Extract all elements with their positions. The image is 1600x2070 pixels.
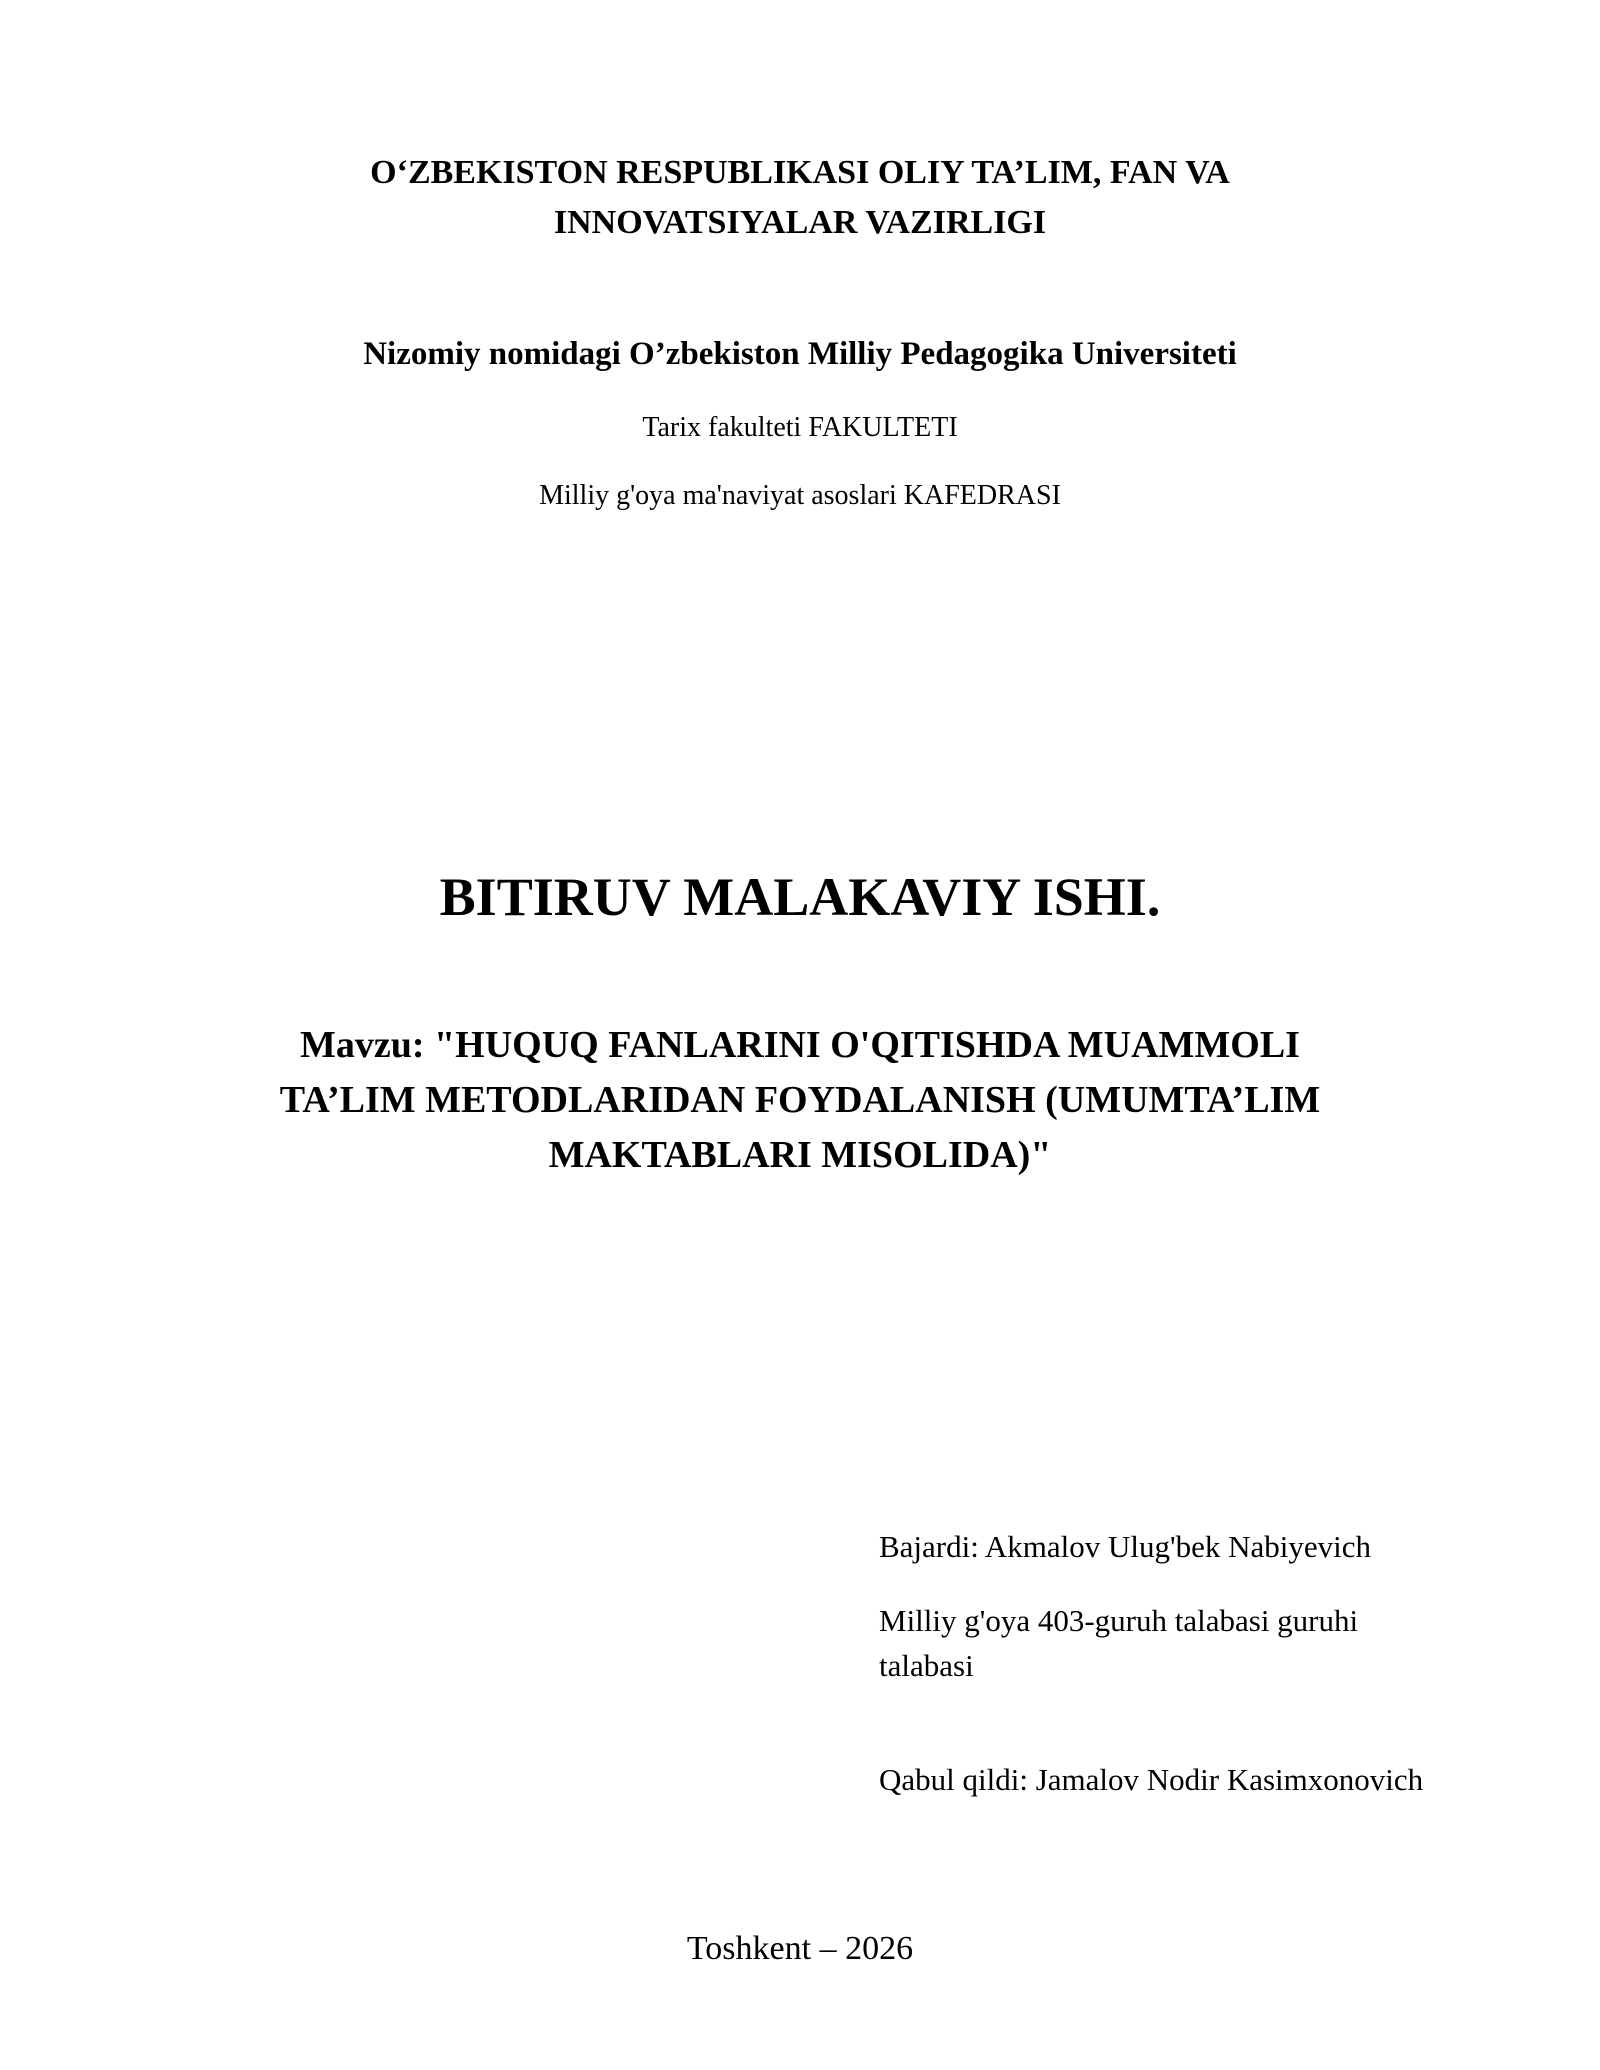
topic-line-3: MAKTABLARI MISOLIDA)" — [548, 1134, 1052, 1176]
document-title: BITIRUV MALAKAVIY ISHI. — [439, 867, 1161, 927]
ministry-heading — [0, 148, 1600, 248]
group-line-1: Milliy g'oya 403-guruh talabasi guruhi — [879, 1603, 1359, 1638]
university-name: Nizomiy nomidagi O’zbekiston Milliy Pedagogika Universiteti — [363, 336, 1237, 372]
group-info — [879, 1598, 1519, 1688]
department-name: Milliy g'oya ma'naviyat asoslari KAFEDRASI — [539, 480, 1061, 511]
ministry-line-2: INNOVATSIYALAR VAZIRLIGI — [553, 204, 1047, 241]
accepted-by-info: Qabul qildi: Jamalov Nodir Kasimxonovich — [879, 1762, 1424, 1797]
performer-info: Bajardi: Akmalov Ulug'bek Nabiyevich — [879, 1529, 1372, 1564]
ministry-line-1: O‘ZBEKISTON RESPUBLIKASI OLIY TA’LIM, FAN VA — [370, 154, 1230, 191]
city-year-footer: Toshkent – 2026 — [686, 1930, 914, 1967]
topic-heading — [0, 1018, 1600, 1183]
group-line-2: talabasi — [879, 1648, 974, 1683]
topic-line-2: TA’LIM METODLARIDAN FOYDALANISH (UMUMTA’LIM — [279, 1079, 1321, 1121]
faculty-name: Tarix fakulteti FAKULTETI — [642, 412, 958, 443]
topic-line-1: Mavzu: "HUQUQ FANLARINI O'QITISHDA MUAMMOLI — [300, 1024, 1300, 1066]
